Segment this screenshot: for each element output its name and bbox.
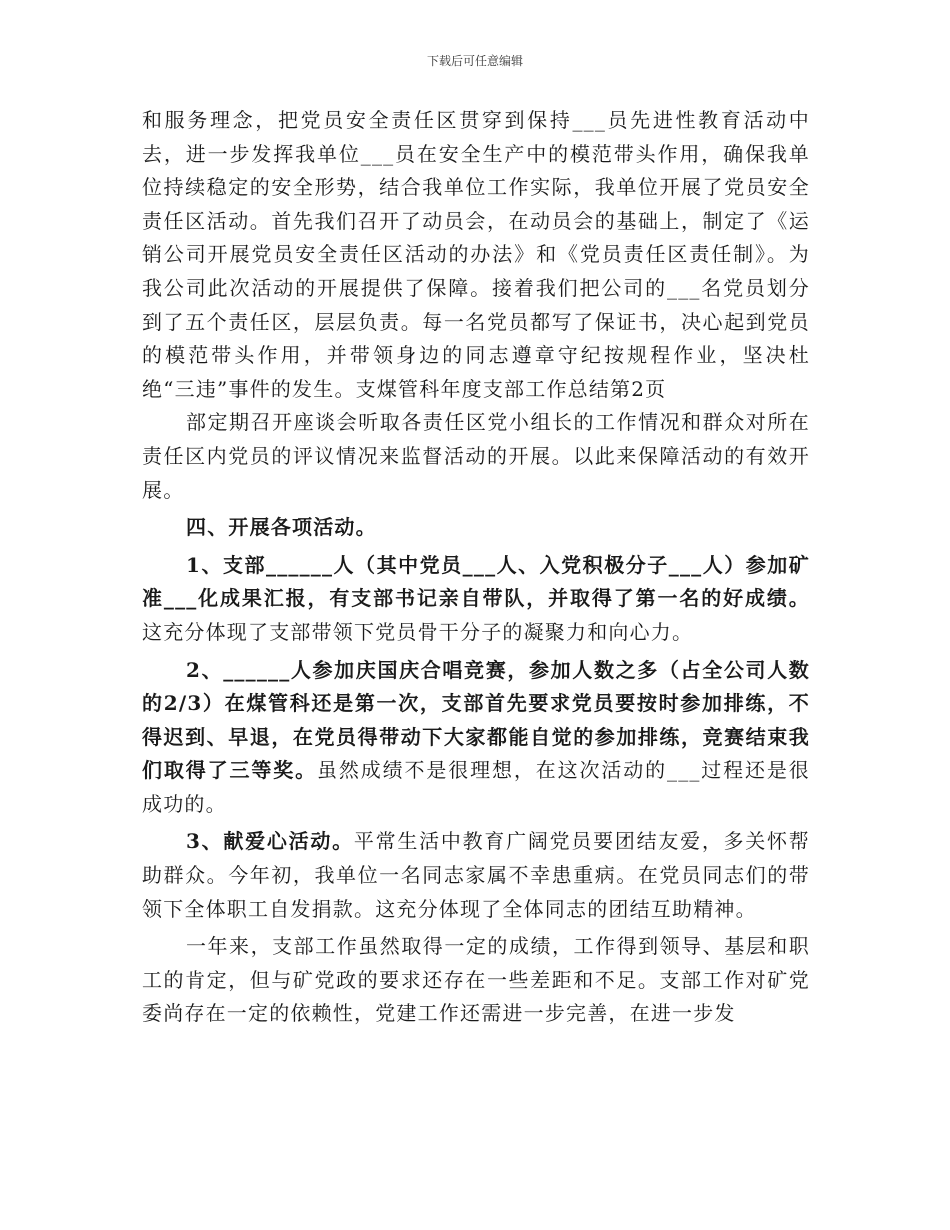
activity-2-text: 虽然成绩不是很理想，在这次活动的___过程还是很成功的。: [142, 758, 810, 816]
paragraph-activity-2: [142, 654, 810, 822]
section-heading-4: 四、开展各项活动。: [186, 515, 377, 540]
paragraph-activity-3: [142, 825, 810, 926]
activity-1-bold-text: 1、支部______人（其中党员___人、入党积极分子___人）参加矿准___化成果汇报，有支部书记亲自带队，并取得了第一名的好成绩。: [142, 552, 810, 611]
activity-3-bold-text: 3、献爱心活动。: [186, 829, 354, 854]
activity-1-text: 这充分体现了支部带领下党员骨干分子的凝聚力和向心力。: [142, 619, 694, 644]
activity-3-text: 平常生活中教育广阔党员要团结友爱，多关怀帮助群众。今年初，我单位一名同志家属不幸患重病。在党员同志们的带领下全体职工自发捐款。这充分体现了全体同志的团结互助精神。: [142, 829, 810, 921]
page-header: 下载后可任意编辑: [426, 54, 523, 68]
activity-2-bold-text: 2、______人参加庆国庆合唱竞赛，参加人数之多（占全公司人数的2/3）在煤管科还是第一次，支部首先要求党员要按时参加排练，不得迟到、早退，在党员得带动下大家都能自觉的参加排练，竞赛结束我们取得了三等奖。: [142, 657, 810, 783]
paragraph-summary: 一年来，支部工作虽然取得一定的成绩，工作得到领导、基层和职工的肯定，但与矿党政的要求还存在一些差距和不足。支部工作对矿党委尚存在一定的依赖性，党建工作还需进一步完善，在进一步发: [142, 934, 810, 1026]
paragraph-1: 和服务理念，把党员安全责任区贯穿到保持___员先进性教育活动中去，进一步发挥我单位___员在安全生产中的模范带头作用，确保我单位持续稳定的安全形势，结合我单位工作实际，我单位开展了党员安全责任区活动。首先我们召开了动员会，在动员会的基础上，制定了《运销公司开展党员安全责任区活动的办法》和《党员责任区责任制》。为我公司此次活动的开展提供了保障。接着我们把公司的___名党员划分到了五个责任区，层层负责。每一名党员都写了保证书，决心起到党员的模范带头作用，并带领身边的同志遵章守纪按规程作业，坚决杜绝“三违”事件的发生。支煤管科年度支部工作总结第2页: [142, 108, 810, 401]
paragraph-2: 部定期召开座谈会听取各责任区党小组长的工作情况和群众对所在责任区内党员的评议情况来监督活动的开展。以此来保障活动的有效开展。: [142, 410, 810, 502]
document-body: [142, 104, 810, 1031]
paragraph-activity-1: [142, 549, 810, 650]
